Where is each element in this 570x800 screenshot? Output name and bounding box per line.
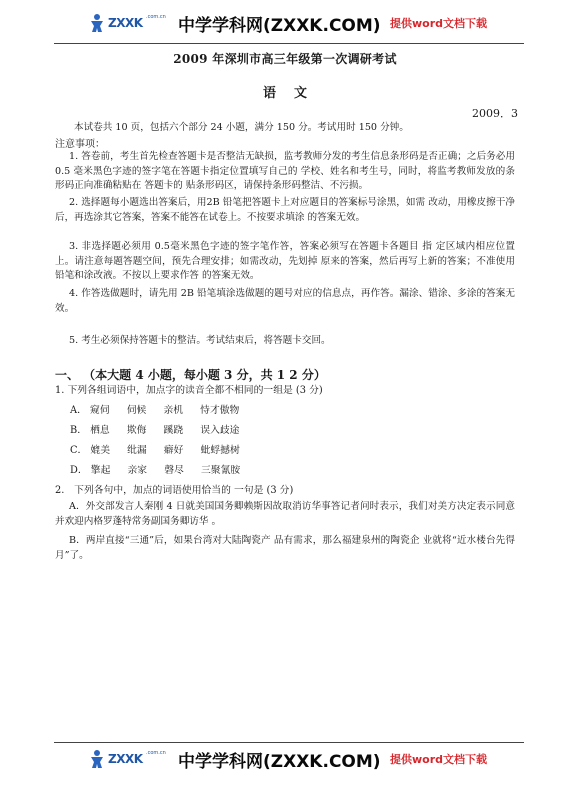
- logo-text: ZXXK: [108, 16, 143, 30]
- notice-item-5: 5. 考生必须保持答题卡的整洁。考试结束后，将答题卡交回。: [69, 335, 331, 346]
- option-letter: D．: [70, 465, 88, 476]
- option-word: 三聚氰胺: [200, 465, 241, 476]
- site-logo[interactable]: [88, 10, 166, 36]
- option-word: 栖息: [90, 425, 110, 436]
- logo-domain: .com.cn: [146, 14, 166, 20]
- site-name[interactable]: 中学学科网(ZXXK.COM): [178, 752, 381, 772]
- site-banner-bottom: [0, 742, 570, 776]
- notice-item-2: 2. 选择题每小题选出答案后，用2B 铅笔把答题卡上对应题目的答案标号涂黑，如需 改动，用橡皮擦干净后，再选涂其它答案，答案不能答在试卷上。不按要求填涂 的答案无效。: [55, 197, 515, 223]
- option-word: 误入歧途: [200, 425, 240, 436]
- question-1-stem: 1. 下列各组词语中，加点字的读音全都不相同的一组是 (3 分): [55, 385, 323, 396]
- exam-intro: 本试卷共 10 页，包括六个部分 24 小题，满分 150 分。考试用时 150 分钟。: [74, 122, 409, 133]
- download-link[interactable]: 提供word文档下载: [390, 17, 488, 30]
- question-2-option-a: A．外交部发言人秦刚 4 日就美国国务卿赖斯因故取消访华事答记者问时表示，我们对美方决定表示同意并欢迎内格罗蓬特常务副国务卿访华 。: [55, 501, 515, 527]
- question-2-option-b: B．两岸直接“三通”后，如果台湾对大陆陶瓷产 品有需求，那么福建泉州的陶瓷企 业就将“近水楼台先得月”了。: [55, 535, 515, 561]
- option-word: 恃才傲物: [200, 405, 240, 416]
- question-1-option-c: [70, 442, 254, 456]
- logo-figure-icon: [88, 13, 106, 33]
- notice-item-1: 1. 答卷前，考生首先检查答题卡是否整洁无缺损，监考教师分发的考生信息条形码是否正确；之后务必用 0.5 毫米黑色字迹的签字笔在答题卡指定位置填写自己的 学校、姓名和考生号，同时，将监考教师发放的条形码正向准确粘贴在 答题卡的 贴条形码区，请保持条形码整洁、不污损。: [55, 151, 515, 191]
- option-word: 伺候: [126, 405, 147, 416]
- option-word: 纰漏: [127, 445, 147, 456]
- logo-text: ZXXK: [108, 752, 143, 766]
- notice-heading: 注意事项：: [55, 139, 105, 150]
- site-banner-top: [0, 6, 570, 40]
- exam-date: 2009．3: [472, 107, 518, 120]
- question-1-option-a: [70, 402, 253, 416]
- option-word: 磬尽: [164, 465, 184, 476]
- notice-item-3: 3. 非选择题必须用 0.5毫米黑色字迹的签字笔作答，答案必须写在答题卡各题目 指 定区域内相应位置上。请注意每题答题空间，预先合理安排；如需改动，先划掉 原来的答案，然后再写上新的答案；不准使用铅笔和涂改液。不按以上要求作答 的答案无效。: [55, 241, 515, 281]
- option-word: 擎起: [90, 465, 111, 476]
- option-word: 亲机: [163, 405, 184, 416]
- notice-item-4: 4. 作答选做题时，请先用 2B 铅笔填涂选做题的题号对应的信息点，再作答。漏涂、错涂、多涂的答案无效。: [55, 288, 515, 314]
- header-divider: [54, 43, 524, 44]
- option-word: 蹊跷: [163, 425, 184, 436]
- option-word: 癖好: [163, 445, 184, 456]
- exam-title: 2009 年深圳市高三年级第一次调研考试: [173, 52, 397, 66]
- option-letter: A．: [70, 405, 87, 416]
- option-word: 蚍蜉撼树: [200, 445, 240, 456]
- question-1-option-b: [70, 422, 253, 436]
- site-name[interactable]: 中学学科网(ZXXK.COM): [178, 16, 381, 36]
- site-logo[interactable]: [88, 746, 166, 772]
- logo-domain: .com.cn: [146, 750, 166, 756]
- option-word: 窥伺: [90, 405, 110, 416]
- option-word: 亲家: [127, 465, 148, 476]
- question-1-option-d: [70, 462, 254, 476]
- section-heading: 一、 （本大题 4 小题，每小题 3 分，共 1 2 分）: [55, 368, 326, 382]
- question-2-stem: 2. 下列各句中，加点的词语使用恰当的 一句是 (3 分): [55, 485, 294, 496]
- option-letter: C．: [70, 445, 88, 456]
- exam-subject: 语文: [262, 86, 325, 101]
- option-letter: B．: [70, 425, 87, 436]
- logo-figure-icon: [88, 749, 106, 769]
- option-word: 欺侮: [126, 425, 147, 436]
- download-link[interactable]: 提供word文档下载: [390, 753, 488, 766]
- option-word: 媲美: [90, 445, 111, 456]
